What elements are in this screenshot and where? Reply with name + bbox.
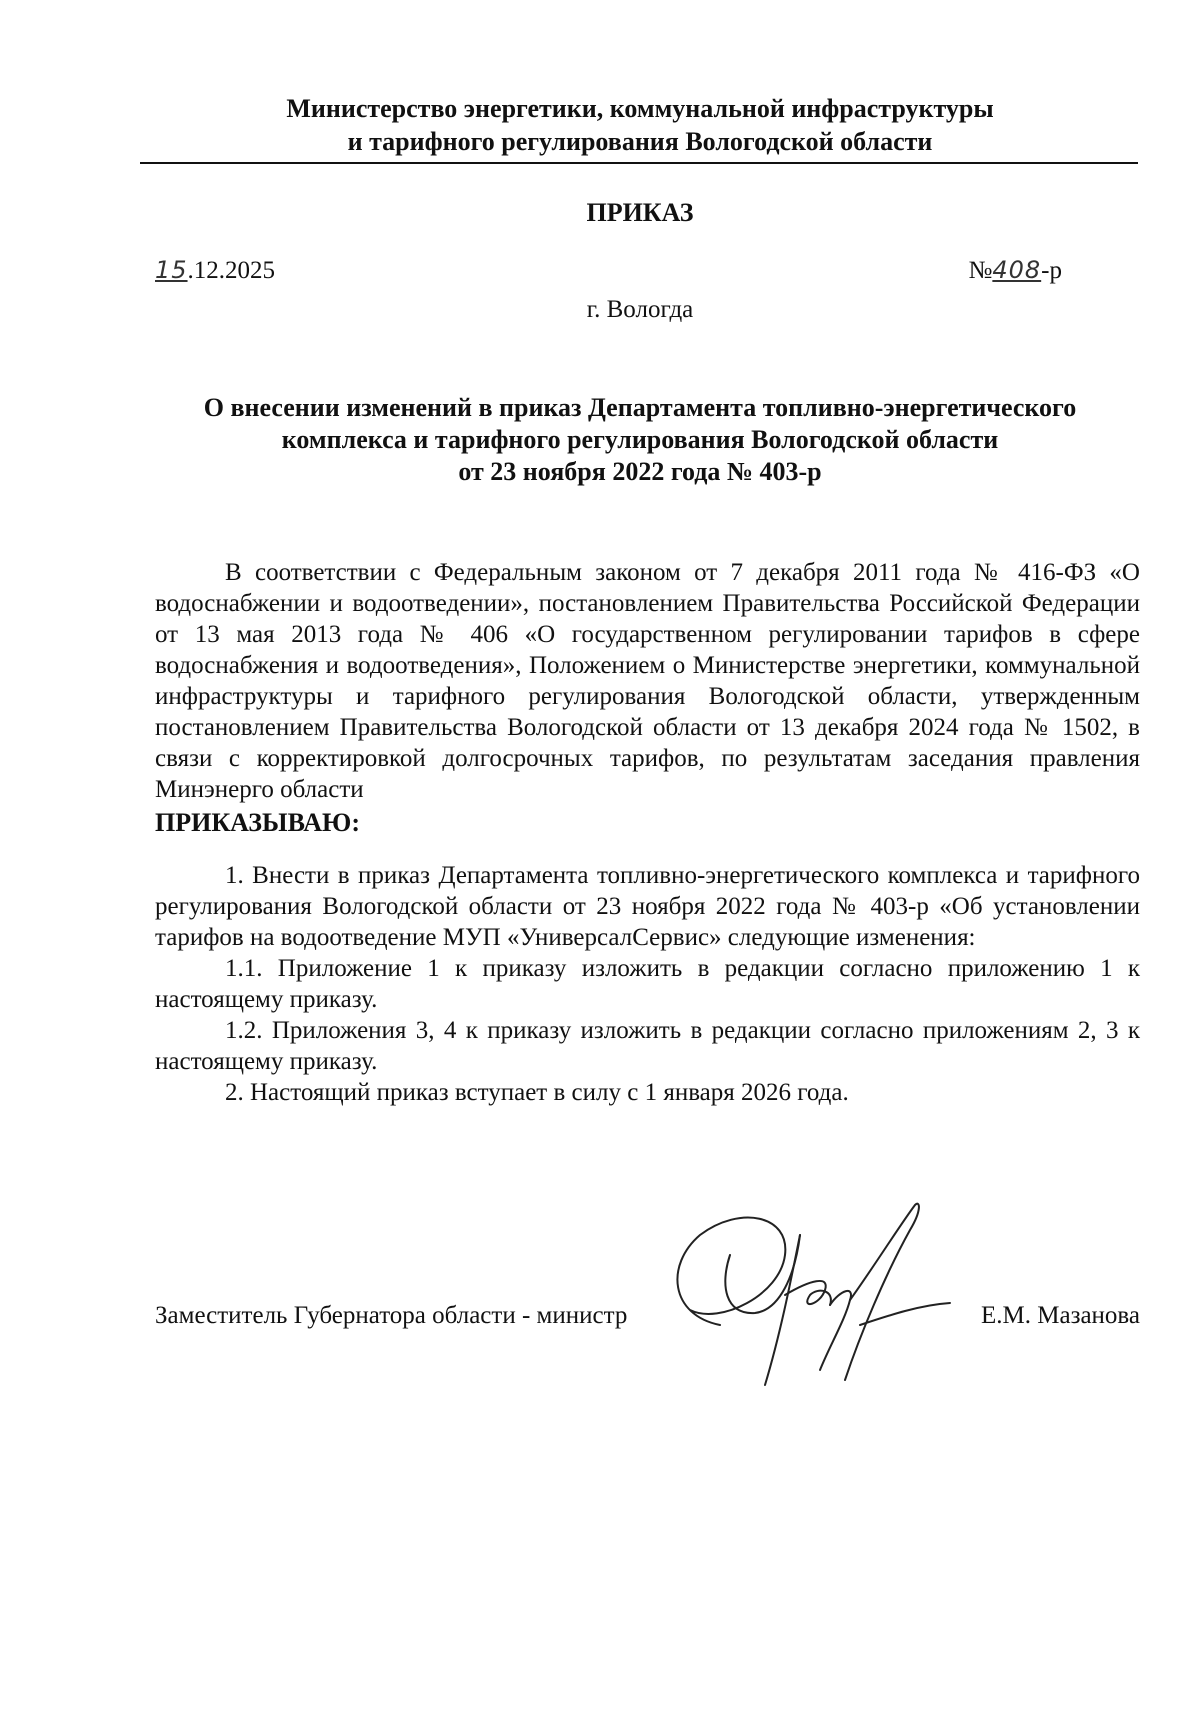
order-item-1-2: 1.2. Приложения 3, 4 к приказу изложить в редакции согласно приложениям 2, 3 к настоящему приказу.: [155, 1017, 1140, 1075]
header-divider: [140, 162, 1138, 164]
order-item-2: 2. Настоящий приказ вступает в силу с 1 января 2026 года.: [225, 1079, 849, 1106]
number-sign: №: [968, 257, 993, 284]
ministry-name-line-1: Министерство энергетики, коммунальной инфраструктуры: [286, 94, 994, 123]
title-line-2: комплекса и тарифного регулирования Вологодской области: [281, 425, 999, 454]
number-suffix: -р: [1041, 257, 1062, 284]
order-item-1-1: 1.1. Приложение 1 к приказу изложить в редакции согласно приложению 1 к настоящему приказу.: [155, 955, 1140, 1013]
preamble-paragraph: В соответствии с Федеральным законом от 7 декабря 2011 года № 416-ФЗ «О водоснабжении и водоотведении», постановлением Правительства Российской Федерации от 13 мая 2013 года № 406 «О государственном регулировании тарифов в сфере водоснабжения и водоотведения», Положением о Министерстве энергетики, коммунальной инфраструктуры и тарифного регулирования Вологодской области, утвержденным постановлением Правительства Вологодской области от 13 декабря 2024 года № 1502, в связи с корректировкой долгосрочных тарифов, по результатам заседания правления Минэнерго области: [155, 559, 1140, 803]
document-number: [969, 254, 1063, 287]
handwritten-signature: [660, 1195, 960, 1395]
number-handwritten: 408: [992, 256, 1042, 284]
signer-name: Е.М. Мазанова: [981, 1302, 1140, 1329]
ministry-header: [140, 92, 1140, 158]
document-city: г. Вологда: [586, 296, 694, 323]
order-keyword: ПРИКАЗЫВАЮ:: [155, 808, 360, 837]
ministry-name-line-2: и тарифного регулирования Вологодской области: [347, 127, 933, 156]
title-line-3: от 23 ноября 2022 года № 403-р: [458, 457, 822, 486]
date-month-year: .12.2025: [187, 257, 276, 284]
order-item-1: 1. Внести в приказ Департамента топливно-энергетического комплекса и тарифного регулирования Вологодской области от 23 ноября 2022 года № 403-р «Об установлении тарифов на водоотведение МУП «УниверсалСервис» следующие изменения:: [155, 862, 1140, 951]
signer-position: Заместитель Губернатора области - министр: [155, 1302, 628, 1329]
document-date: [155, 254, 275, 287]
title-line-1: О внесении изменений в приказ Департамента топливно-энергетического: [203, 393, 1077, 422]
document-type: ПРИКАЗ: [586, 198, 694, 227]
paragraph-spacer: [155, 841, 1140, 860]
document-body: [155, 557, 1140, 1108]
date-day-handwritten: 15: [155, 256, 188, 284]
document-title: [140, 392, 1140, 488]
